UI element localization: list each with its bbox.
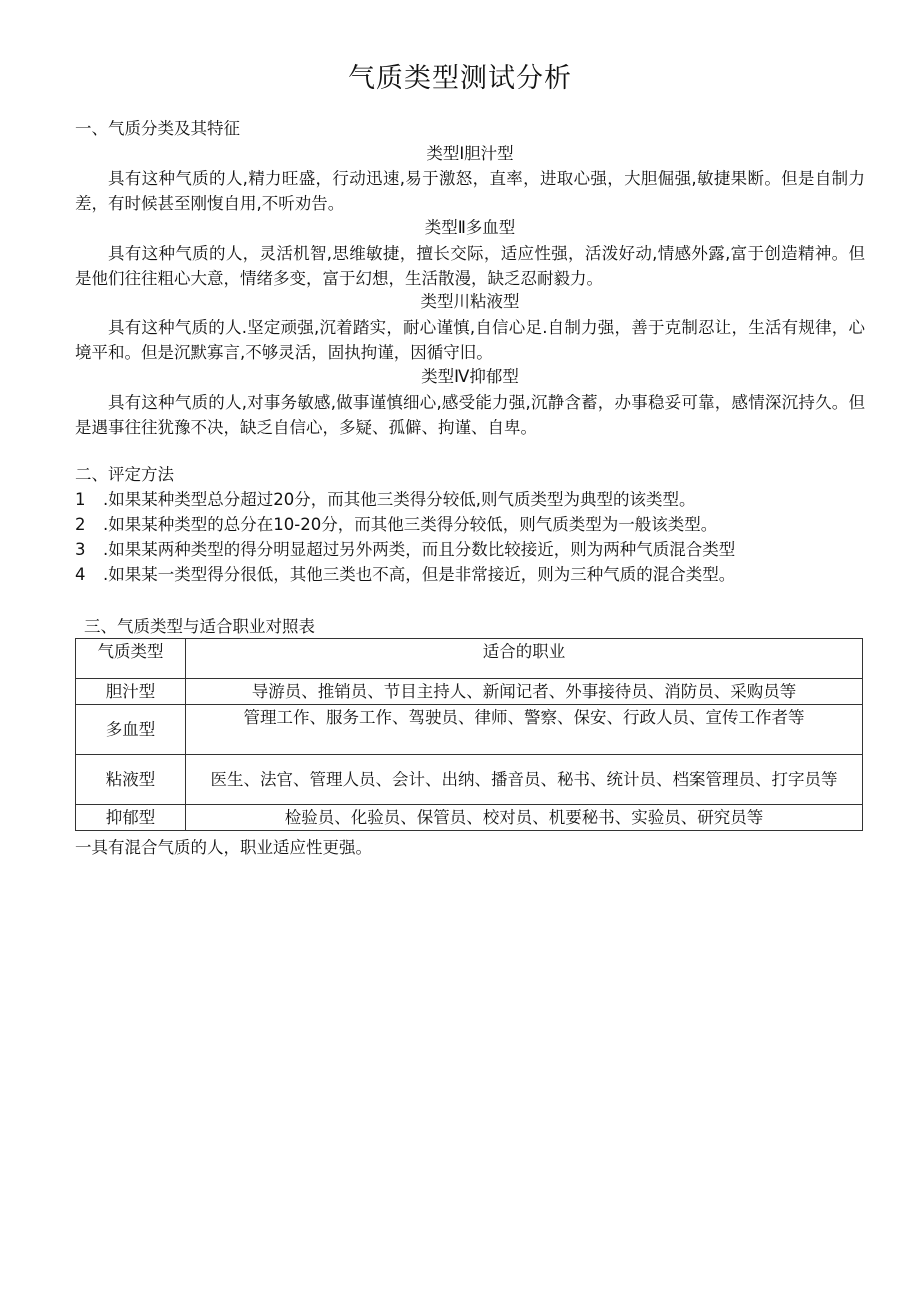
method-item-text: .如果某种类型总分超过20分，而其他三类得分较低,则气质类型为典型的该类型。 (103, 490, 696, 509)
type-1-heading: 类型Ⅰ胆汁型 (426, 144, 514, 163)
section-1-heading: 一、气质分类及其特征 (75, 119, 240, 138)
table-header-row (76, 639, 863, 679)
method-item-text: .如果某种类型的总分在10-20分，而其他三类得分较低，则气质类型为一般该类型。 (103, 515, 718, 534)
type-2-heading: 类型Ⅱ多血型 (424, 218, 516, 237)
section-2-heading: 二、评定方法 (75, 465, 174, 484)
method-item-text: .如果某一类型得分很低，其他三类也不高，但是非常接近，则为三种气质的混合类型。 (103, 565, 736, 584)
career-table (75, 638, 863, 831)
table-cell-type: 胆汁型 (76, 679, 186, 705)
type-4-heading: 类型Ⅳ抑郁型 (421, 367, 519, 386)
type-3-heading: 类型川粘液型 (420, 292, 520, 311)
table-cell-type: 粘液型 (76, 755, 186, 805)
method-item (75, 489, 696, 511)
type-1-description: 具有这种气质的人,精力旺盛，行动迅速,易于激怒，直率，进取心强，大胆倔强,敏捷果断。但是自制力差，有时候甚至刚愎自用,不听劝告。 (75, 169, 865, 213)
page-title: 气质类型测试分析 (348, 63, 572, 94)
method-item-number: 4 (75, 565, 86, 584)
table-cell-type: 抑郁型 (76, 805, 186, 831)
method-item-number: 3 (75, 540, 86, 559)
table-cell-jobs: 检验员、化验员、保管员、校对员、机要秘书、实验员、研究员等 (186, 805, 863, 831)
method-item (75, 539, 735, 561)
table-header-type: 气质类型 (76, 639, 186, 679)
method-item-text: .如果某两种类型的得分明显超过另外两类，而且分数比较接近，则为两种气质混合类型 (103, 540, 736, 559)
section-3-heading: 三、气质类型与适合职业对照表 (84, 617, 315, 636)
table-row (76, 805, 863, 831)
method-item-number: 2 (75, 515, 86, 534)
method-item (75, 514, 717, 536)
table-row (76, 755, 863, 805)
table-cell-jobs: 导游员、推销员、节目主持人、新闻记者、外事接待员、消防员、采购员等 (186, 679, 863, 705)
type-4-description: 具有这种气质的人,对事务敏感,做事谨慎细心,感受能力强,沉静含蓄，办事稳妥可靠，感情深沉持久。但是遇事往往犹豫不决，缺乏自信心，多疑、孤僻、拘谨、自卑。 (75, 393, 865, 437)
table-cell-type: 多血型 (76, 705, 186, 755)
method-item-number: 1 (75, 490, 86, 509)
table-header-jobs: 适合的职业 (186, 639, 863, 679)
table-note: 一具有混合气质的人，职业适应性更强。 (75, 838, 372, 857)
method-item (75, 564, 735, 586)
table-cell-jobs: 医生、法官、管理人员、会计、出纳、播音员、秘书、统计员、档案管理员、打字员等 (186, 755, 863, 805)
type-3-description: 具有这种气质的人.坚定顽强,沉着踏实，耐心谨慎,自信心足.自制力强，善于克制忍让，生活有规律，心境平和。但是沉默寡言,不够灵活，固执拘谨，因循守旧。 (75, 318, 865, 362)
table-cell-jobs: 管理工作、服务工作、驾驶员、律师、警察、保安、行政人员、宣传工作者等 (186, 705, 863, 755)
table-row (76, 679, 863, 705)
table-row (76, 705, 863, 755)
type-2-description: 具有这种气质的人，灵活机智,思维敏捷，擅长交际，适应性强，活泼好动,情感外露,富于创造精神。但是他们往往粗心大意，情绪多变，富于幻想，生活散漫，缺乏忍耐毅力。 (75, 244, 865, 288)
